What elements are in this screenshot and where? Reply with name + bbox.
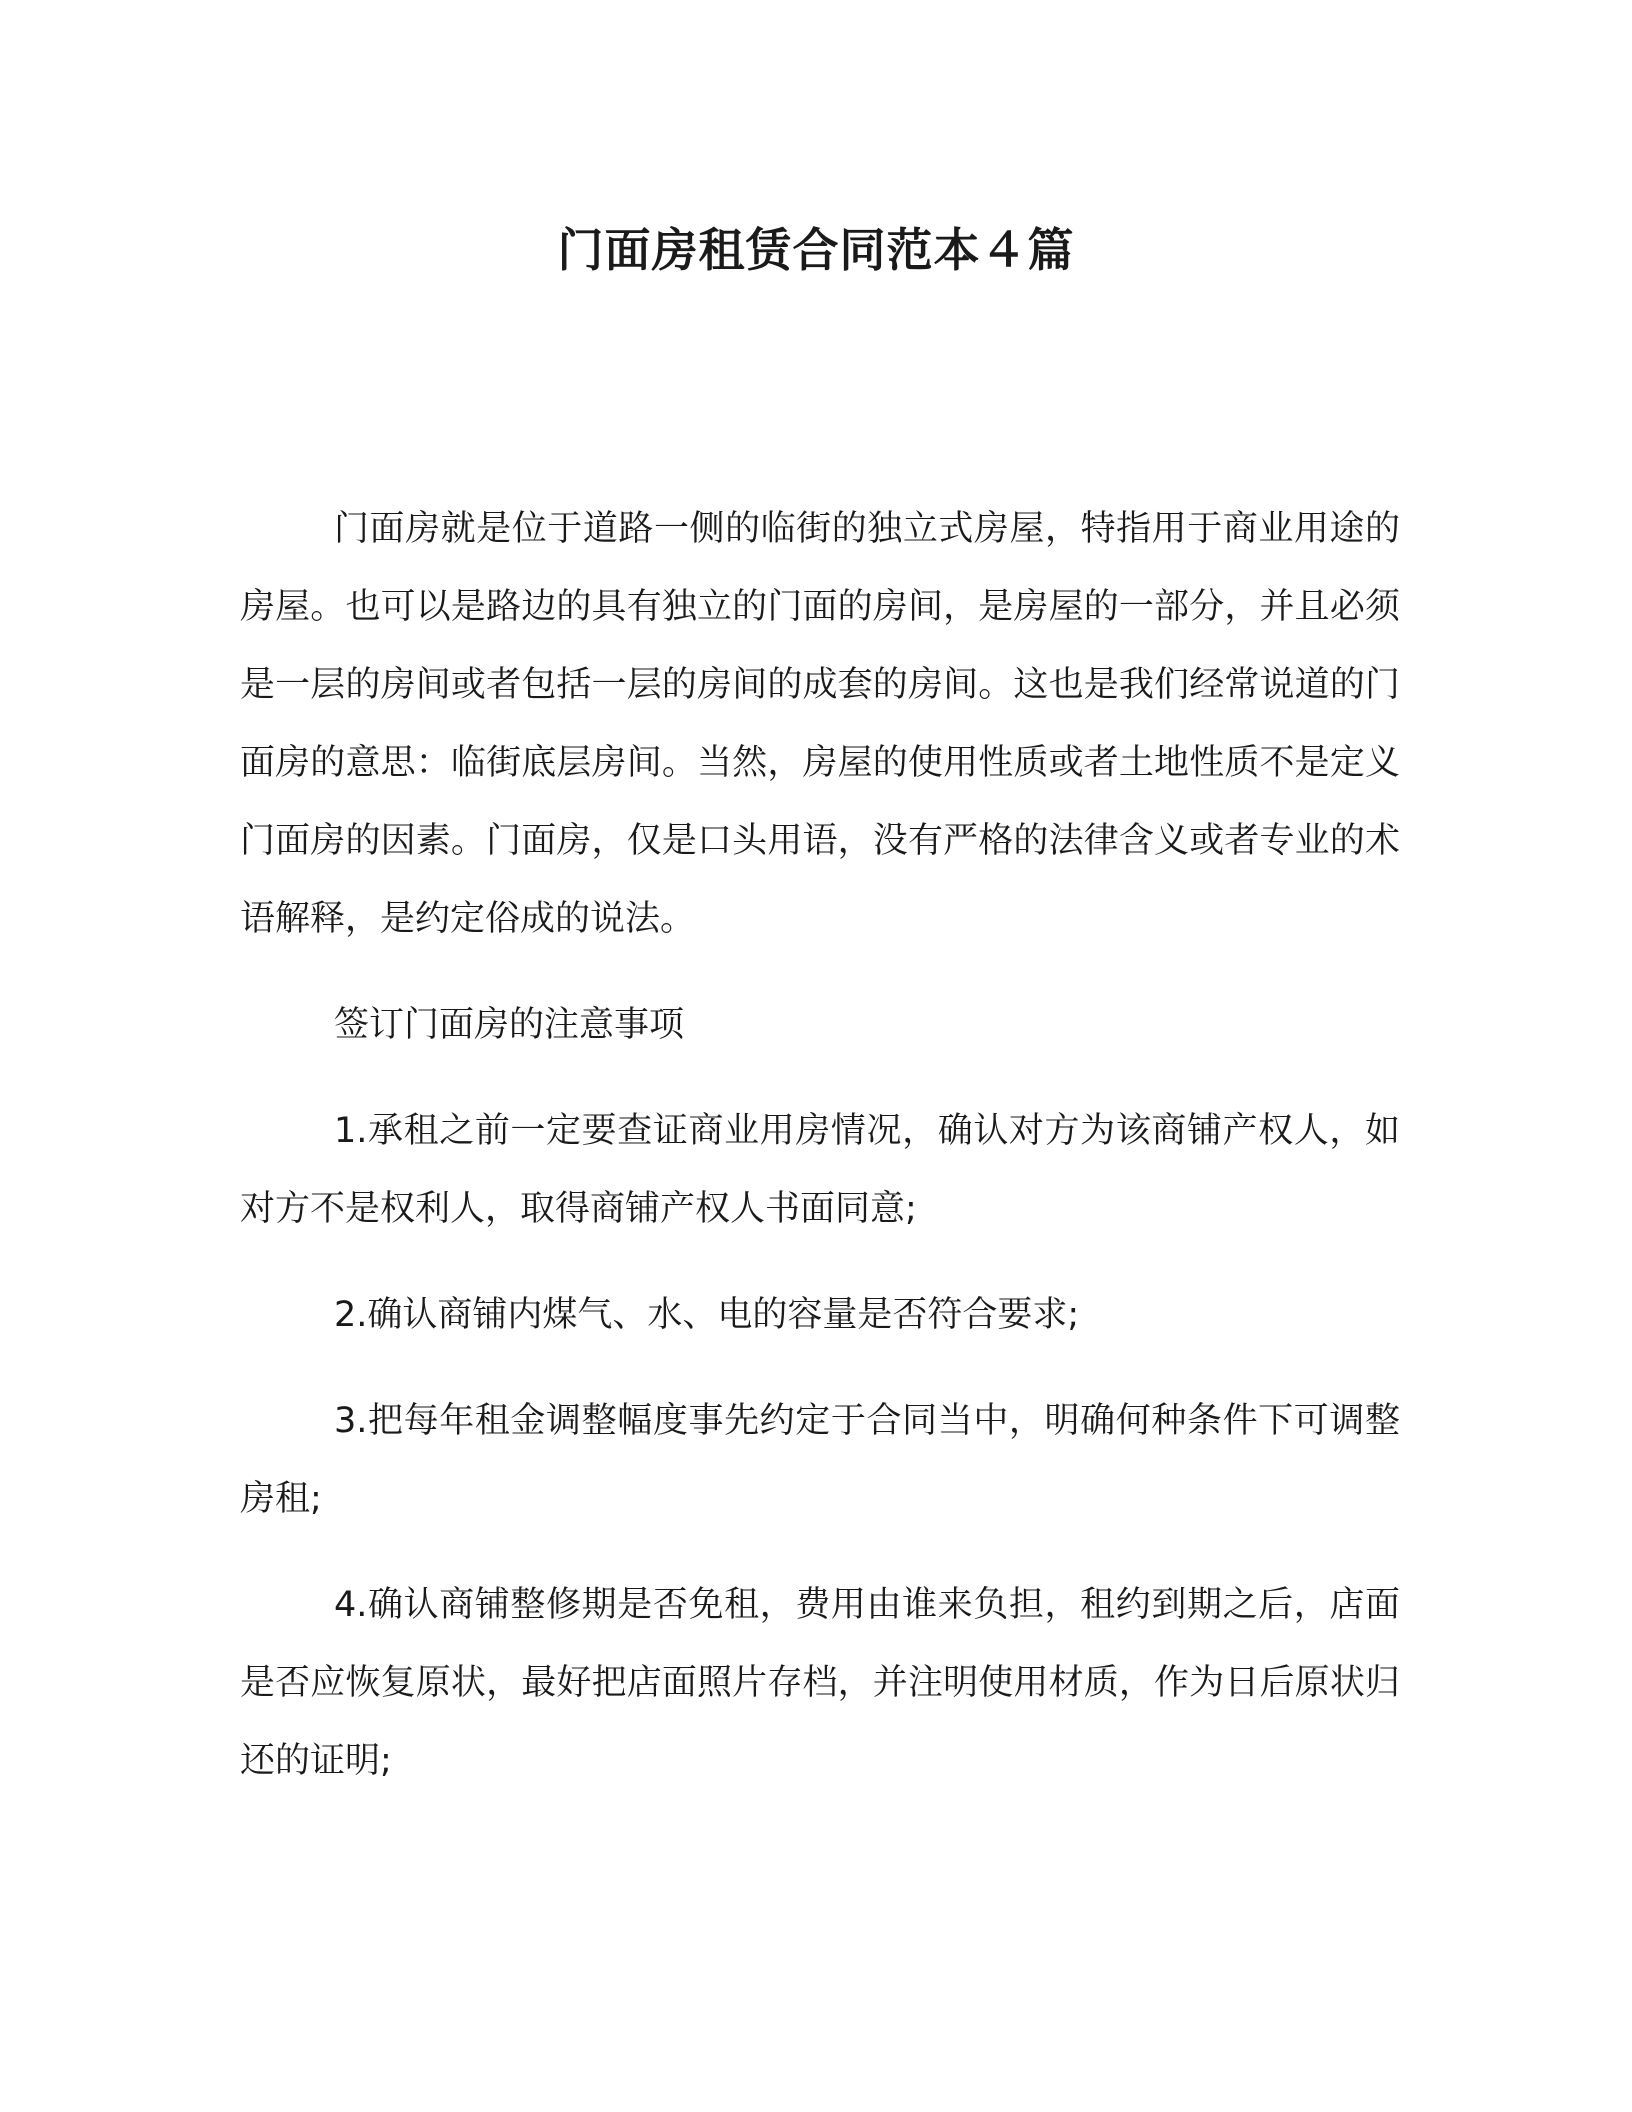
intro-paragraph: 门面房就是位于道路一侧的临街的独立式房屋，特指用于商业用途的房屋。也可以是路边的具有独立的门面的房间，是房屋的一部分，并且必须是一层的房间或者包括一层的房间的成套的房间。这也是我们经常说道的门面房的意思：临街底层房间。当然，房屋的使用性质或者土地性质不是定义门面房的因素。门面房，仅是口头用语，没有严格的法律含义或者专业的术语解释，是约定俗成的说法。 xyxy=(240,509,1400,939)
document-title: 门面房租赁合同范本４篇 xyxy=(557,223,1075,277)
section-heading-notes: 签订门面房的注意事项 xyxy=(334,1005,685,1045)
note-item-1: 1.承租之前一定要查证商业用房情况，确认对方为该商铺产权人，如对方不是权利人，取得商铺产权人书面同意; xyxy=(240,1111,1400,1229)
note-item-4: 4.确认商铺整修期是否免租，费用由谁来负担，租约到期之后，店面是否应恢复原状，最好把店面照片存档，并注明使用材质，作为日后原状归还的证明; xyxy=(240,1585,1400,1781)
note-item-3: 3.把每年租金调整幅度事先约定于合同当中，明确何种条件下可调整房租; xyxy=(240,1401,1400,1519)
document-body xyxy=(240,490,1400,1828)
note-item-2: 2.确认商铺内煤气、水、电的容量是否符合要求; xyxy=(334,1295,1080,1335)
